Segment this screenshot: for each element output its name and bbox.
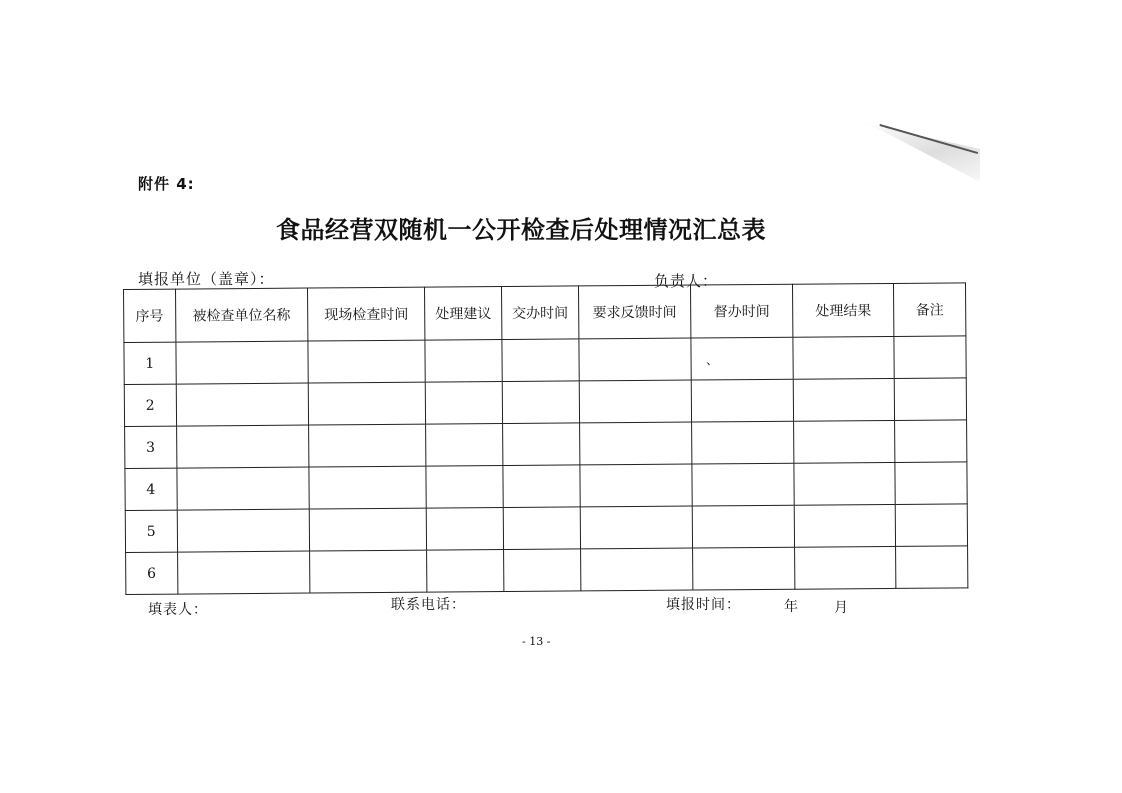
column-header-supervise-time: 督办时间 <box>691 284 793 338</box>
table-cell[interactable] <box>177 509 310 552</box>
table-cell[interactable] <box>691 337 793 380</box>
table-cell[interactable] <box>503 507 580 550</box>
table-cell[interactable] <box>794 504 895 547</box>
table-cell[interactable] <box>177 551 310 594</box>
column-header-feedback-time: 要求反馈时间 <box>578 285 691 339</box>
row-number: 5 <box>125 510 177 552</box>
table-cell[interactable] <box>426 466 503 509</box>
table-cell[interactable] <box>310 550 428 593</box>
fill-unit-label: 填报单位（盖章）： <box>138 270 275 288</box>
table-cell[interactable] <box>793 378 894 421</box>
table-cell[interactable] <box>579 380 692 423</box>
table-cell[interactable] <box>503 423 580 466</box>
table-cell[interactable] <box>502 381 579 424</box>
table-cell[interactable] <box>895 420 967 463</box>
table-cell[interactable] <box>579 422 692 465</box>
table-cell[interactable] <box>579 338 692 381</box>
table-cell[interactable] <box>176 383 309 426</box>
table-row <box>125 504 967 553</box>
table-cell[interactable] <box>894 336 966 379</box>
table-cell[interactable] <box>176 467 309 510</box>
table-cell[interactable] <box>426 508 503 551</box>
table-cell[interactable] <box>794 462 895 505</box>
column-header-inspected-unit: 被检查单位名称 <box>175 288 308 342</box>
column-header-remarks: 备注 <box>894 283 966 337</box>
table-cell[interactable] <box>580 548 693 591</box>
table-cell[interactable] <box>692 463 794 506</box>
stray-mark: 、 <box>706 353 719 368</box>
table-cell[interactable] <box>426 424 503 467</box>
table-cell[interactable] <box>793 336 894 379</box>
table-cell[interactable] <box>425 382 502 425</box>
table-cell[interactable] <box>580 464 693 507</box>
table-cell[interactable] <box>425 340 502 383</box>
table-cell[interactable] <box>503 465 580 508</box>
table-row <box>124 336 966 385</box>
column-header-inspection-time: 现场检查时间 <box>307 287 425 341</box>
table-cell[interactable] <box>504 549 581 592</box>
table-cell[interactable] <box>580 506 693 549</box>
column-header-assign-time: 交办时间 <box>502 286 579 340</box>
month-label: 月 <box>834 600 848 616</box>
table-cell[interactable] <box>894 378 966 421</box>
table-cell[interactable] <box>795 546 896 589</box>
table-cell[interactable] <box>309 466 427 509</box>
table-cell[interactable] <box>427 550 504 593</box>
contact-phone-label: 联系电话： <box>391 597 466 613</box>
table-header-row <box>124 283 966 343</box>
table-cell[interactable] <box>308 382 426 425</box>
table-cell[interactable] <box>895 504 967 547</box>
row-number: 4 <box>125 468 177 510</box>
table-row <box>125 462 967 511</box>
table-row <box>126 546 968 595</box>
responsible-person-label: 负责人： <box>654 272 719 290</box>
scan-shadow <box>860 122 980 182</box>
table-cell[interactable] <box>175 341 308 384</box>
table-cell[interactable] <box>309 424 427 467</box>
table-cell[interactable] <box>692 505 794 548</box>
column-header-sequence: 序号 <box>124 289 176 342</box>
column-header-result: 处理结果 <box>793 283 894 337</box>
summary-table <box>123 282 968 595</box>
table-cell[interactable] <box>502 339 579 382</box>
table-cell[interactable] <box>692 421 794 464</box>
page-number: - 13 - <box>522 635 551 648</box>
table-row <box>125 420 967 469</box>
form-filler-label: 填表人： <box>148 602 208 618</box>
form-title: 食品经营双随机一公开检查后处理情况汇总表 <box>276 215 766 244</box>
fill-date-label: 填报时间： <box>666 597 741 613</box>
table-cell[interactable] <box>176 425 309 468</box>
table-cell[interactable] <box>309 508 427 551</box>
table-cell[interactable] <box>693 547 795 590</box>
column-header-handling-suggestion: 处理建议 <box>425 287 502 341</box>
row-number: 2 <box>124 384 176 426</box>
row-number: 1 <box>124 342 176 384</box>
table-cell[interactable] <box>896 546 968 589</box>
row-number: 3 <box>125 426 177 468</box>
attachment-label: 附件 4: <box>138 175 195 193</box>
row-number: 6 <box>126 552 178 594</box>
table-row <box>124 378 966 427</box>
year-label: 年 <box>784 599 798 615</box>
summary-table-container <box>123 282 968 591</box>
table-cell[interactable] <box>308 340 426 383</box>
table-cell[interactable] <box>794 420 895 463</box>
table-cell[interactable] <box>691 379 793 422</box>
table-cell[interactable] <box>895 462 967 505</box>
